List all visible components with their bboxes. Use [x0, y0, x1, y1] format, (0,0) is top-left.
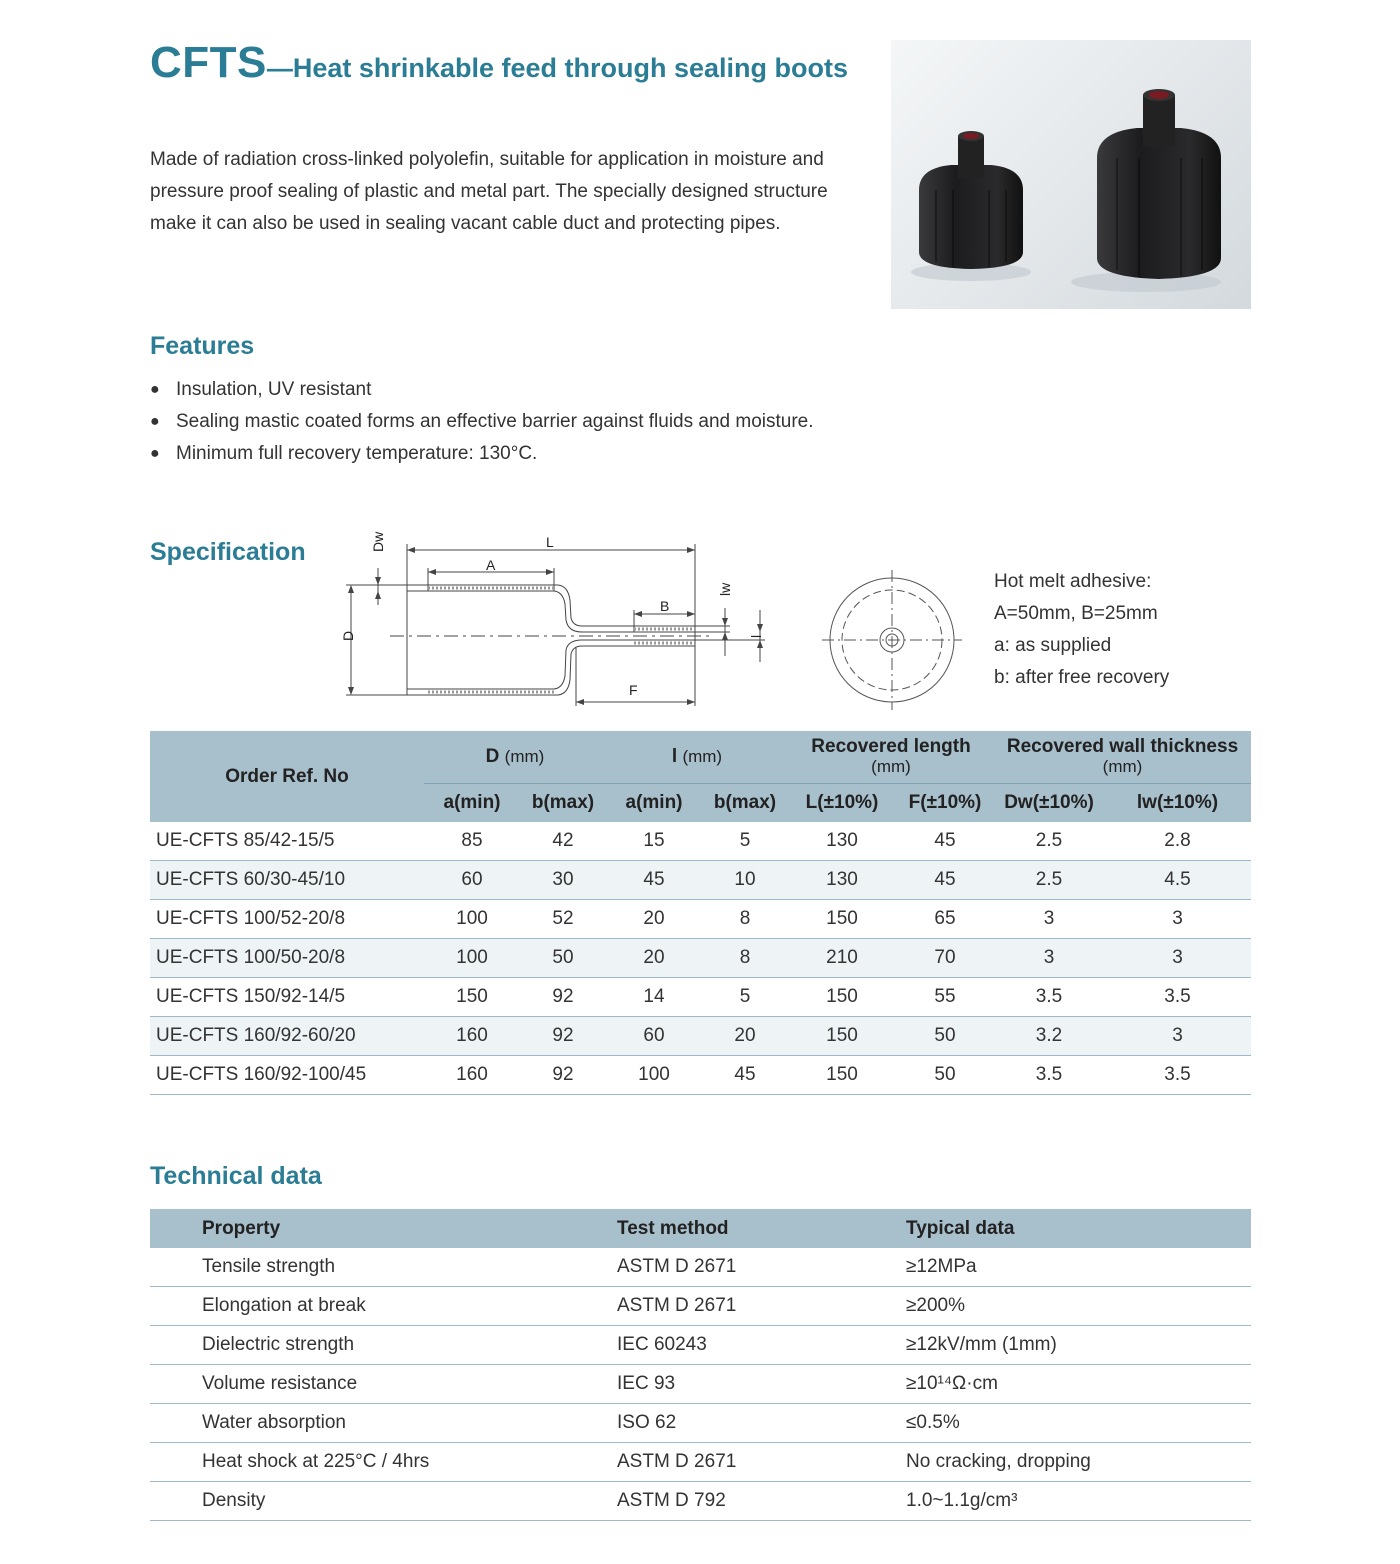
- subheader-cell: L(±10%): [788, 783, 896, 822]
- table-row: UE-CFTS 85/42-15/5 85 42 15 5 130 45 2.5 2.8: [150, 822, 1251, 861]
- diagram-label-b: B: [660, 598, 670, 614]
- title-dash: —: [266, 53, 293, 83]
- product-subtitle: Heat shrinkable feed through sealing boots: [292, 53, 848, 83]
- header-recovered-length: Recovered length (mm): [788, 731, 994, 783]
- table-row: Density ASTM D 792 1.0~1.1g/cm³: [150, 1482, 1251, 1521]
- note-line: Hot melt adhesive:: [994, 571, 1152, 592]
- specification-table: [150, 731, 1251, 1095]
- table-row: Water absorption ISO 62 ≤0.5%: [150, 1404, 1251, 1443]
- bullet-icon: ●: [150, 381, 160, 398]
- header-property: Property: [150, 1209, 617, 1248]
- intro-paragraph: Made of radiation cross-linked polyolefin, suitable for application in moisture and pressure proof sealing of plastic and metal part. The specially designed structure make it can also be used in sealing vacant cable duct and protecting pipes.: [150, 149, 828, 234]
- header-test-method: Test method: [617, 1209, 906, 1248]
- table-row: Volume resistance IEC 93 ≥10¹⁴Ω·cm: [150, 1365, 1251, 1404]
- header-l: l (mm): [606, 731, 788, 783]
- feature-item: ● Sealing mastic coated forms an effective barrier against fluids and moisture.: [150, 411, 814, 432]
- table-header-row: [150, 731, 1251, 783]
- bullet-icon: ●: [150, 413, 160, 430]
- feature-item: ● Minimum full recovery temperature: 130°C.: [150, 443, 538, 464]
- note-line: A=50mm, B=25mm: [994, 603, 1158, 624]
- subheader-cell: b(max): [520, 783, 606, 822]
- page-title: [150, 38, 848, 88]
- technical-heading: Technical data: [150, 1162, 322, 1190]
- table-row: UE-CFTS 100/50-20/8 100 50 20 8 210 70 3 3: [150, 939, 1251, 978]
- table-row: UE-CFTS 60/30-45/10 60 30 45 10 130 45 2.5 4.5: [150, 861, 1251, 900]
- diagram-label-l: L: [546, 534, 554, 550]
- subheader-cell: F(±10%): [896, 783, 994, 822]
- table-row: UE-CFTS 160/92-60/20 160 92 60 20 150 50 3.2 3: [150, 1017, 1251, 1056]
- subheader-cell: Dw(±10%): [994, 783, 1104, 822]
- table-row: Tensile strength ASTM D 2671 ≥12MPa: [150, 1248, 1251, 1287]
- features-list: [150, 378, 814, 474]
- table-row: Elongation at break ASTM D 2671 ≥200%: [150, 1287, 1251, 1326]
- bullet-icon: ●: [150, 445, 160, 462]
- header-d: D (mm): [424, 731, 606, 783]
- diagram-label-lw: lw: [717, 582, 733, 596]
- header-typical-data: Typical data: [906, 1209, 1251, 1248]
- header-order-ref: Order Ref. No: [150, 731, 424, 822]
- features-heading: Features: [150, 332, 255, 360]
- subheader-cell: b(max): [702, 783, 788, 822]
- subheader-cell: lw(±10%): [1104, 783, 1251, 822]
- specification-heading: Specification: [150, 538, 306, 566]
- table-row: Dielectric strength IEC 60243 ≥12kV/mm (1mm): [150, 1326, 1251, 1365]
- table-header-row: [150, 1209, 1251, 1248]
- boot-dimension-diagram: [330, 530, 970, 715]
- table-row: UE-CFTS 160/92-100/45 160 92 100 45 150 50 3.5 3.5: [150, 1056, 1251, 1095]
- diagram-label-f: F: [629, 682, 638, 698]
- note-line: a: as supplied: [994, 635, 1112, 656]
- technical-data-table: [150, 1209, 1251, 1521]
- feature-item: ● Insulation, UV resistant: [150, 379, 372, 400]
- header-recovered-wall: Recovered wall thickness (mm): [994, 731, 1251, 783]
- subheader-cell: a(min): [606, 783, 702, 822]
- table-row: Heat shock at 225°C / 4hrs ASTM D 2671 No cracking, dropping: [150, 1443, 1251, 1482]
- diagram-label-dw: Dw: [370, 531, 386, 552]
- diagram-label-a: A: [486, 557, 496, 573]
- diagram-label-l-small: l: [748, 634, 764, 638]
- adhesive-notes: [994, 566, 1169, 694]
- table-row: UE-CFTS 150/92-14/5 150 92 14 5 150 55 3.5 3.5: [150, 978, 1251, 1017]
- note-line: b: after free recovery: [994, 667, 1170, 688]
- product-code: CFTS: [150, 38, 267, 87]
- diagram-label-d: D: [340, 630, 356, 641]
- table-row: UE-CFTS 100/52-20/8 100 52 20 8 150 65 3 3: [150, 900, 1251, 939]
- subheader-cell: a(min): [424, 783, 520, 822]
- product-photo: [891, 40, 1251, 309]
